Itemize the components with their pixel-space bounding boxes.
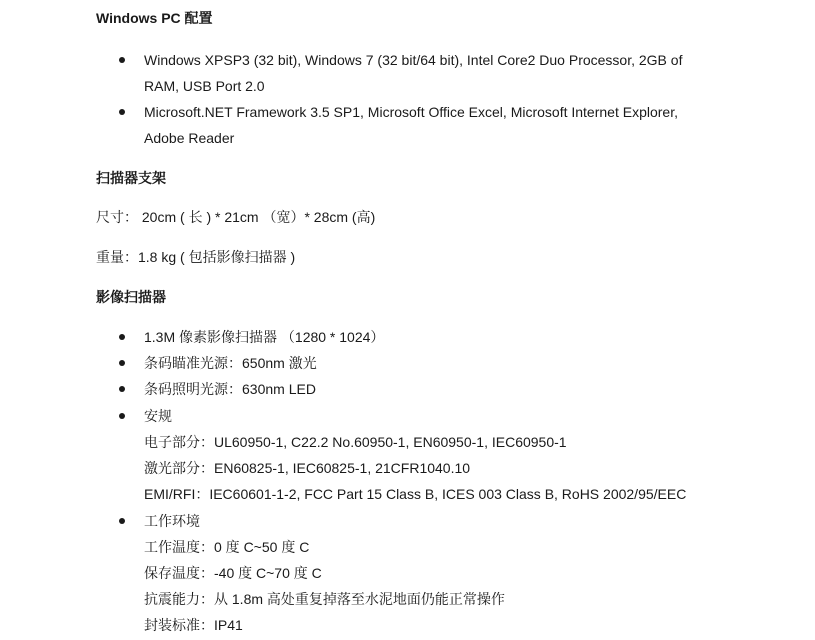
stand-size: 尺寸： 20cm ( 长 ) * 21cm （宽）* 28cm (高) (96, 209, 376, 225)
section-heading-pc: Windows PC 配置 (96, 10, 213, 26)
imager-aiming-light: 条码瞄准光源：650nm 激光 (144, 355, 317, 371)
env-operating-temp: 工作温度：0 度 C~50 度 C (144, 539, 310, 555)
imager-resolution: 1.3M 像素影像扫描器 （1280 * 1024） (144, 329, 385, 345)
bullet-icon (119, 518, 125, 524)
env-sealing-rating: 封装标准：IP41 (144, 617, 243, 633)
safety-laser: 激光部分：EN60825-1, IEC60825-1, 21CFR1040.10 (144, 460, 471, 476)
pc-requirement-software-line2: Adobe Reader (144, 130, 235, 146)
safety-emi-rfi: EMI/RFI：IEC60601-1-2, FCC Part 15 Class B, ICES 003 Class B, RoHS 2002/95/EEC (144, 486, 687, 502)
section-heading-stand: 扫描器支架 (96, 170, 166, 186)
imager-illumination-light: 条码照明光源：630nm LED (144, 381, 316, 397)
bullet-icon (119, 57, 125, 63)
safety-electrical: 电子部分：UL60950-1, C22.2 No.60950-1, EN60950-1, IEC60950-1 (144, 434, 567, 450)
imager-safety-title: 安规 (144, 408, 172, 424)
stand-weight: 重量：1.8 kg ( 包括影像扫描器 ) (96, 249, 296, 265)
env-storage-temp: 保存温度：-40 度 C~70 度 C (144, 565, 322, 581)
pc-requirement-os-line1: Windows XPSP3 (32 bit), Windows 7 (32 bit/64 bit), Intel Core2 Duo Processor, 2GB of (144, 52, 683, 68)
env-drop-resistance: 抗震能力：从 1.8m 高处重复掉落至水泥地面仍能正常操作 (144, 591, 505, 607)
pc-requirement-software-line1: Microsoft.NET Framework 3.5 SP1, Microsoft Office Excel, Microsoft Internet Explorer, (144, 104, 678, 120)
bullet-icon (119, 360, 125, 366)
bullet-icon (119, 413, 125, 419)
bullet-icon (119, 334, 125, 340)
pc-requirement-os-line2: RAM, USB Port 2.0 (144, 78, 265, 94)
section-heading-imager: 影像扫描器 (96, 289, 166, 305)
imager-environment-title: 工作环境 (144, 513, 200, 529)
bullet-icon (119, 109, 125, 115)
bullet-icon (119, 386, 125, 392)
